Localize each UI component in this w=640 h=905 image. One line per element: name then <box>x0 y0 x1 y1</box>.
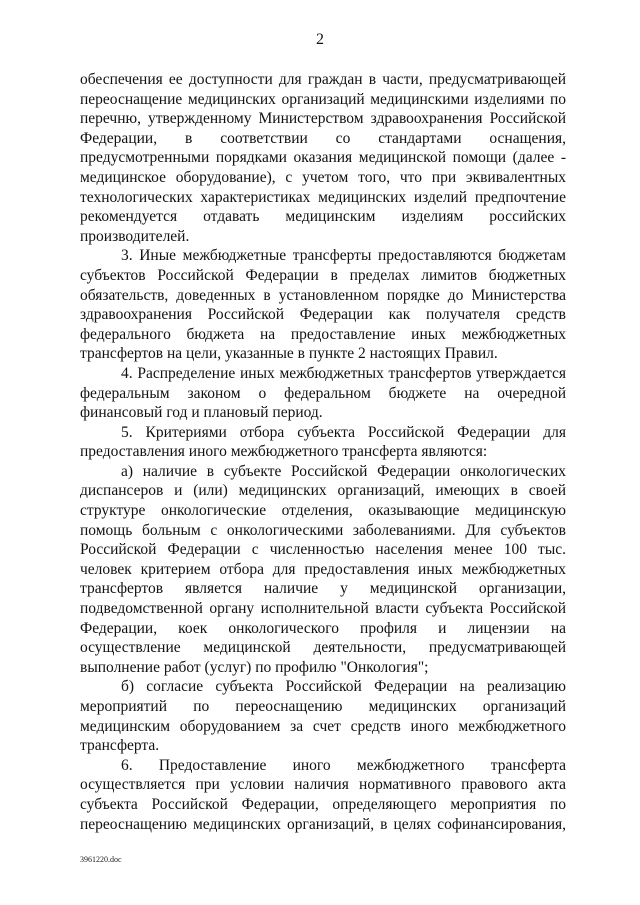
paragraph-clause-5: 5. Критериями отбора субъекта Российской Федерации для предоставления иного межбюджетного трансферта являются: <box>80 423 566 461</box>
document-body <box>80 70 566 834</box>
paragraph-clause-5a: а) наличие в субъекте Российской Федерации онкологических диспансеров и (или) медицинских организаций, имеющих в своей структуре онкологические отделения, оказывающие медицинскую помощь больным с онкологическими заболеваниями. Для субъектов Российской Федерации с численностью населения менее 100 тыс. человек критерием отбора для предоставления иных межбюджетных трансфертов является наличие у медицинской организации, подведомственной органу исполнительной власти субъекта Российской Федерации, коек онкологического профиля и лицензии на осуществление медицинской деятельности, предусматривающей выполнение работ (услуг) по профилю "Онкология"; <box>80 462 566 676</box>
page-number: 2 <box>316 31 324 48</box>
paragraph-clause-3: 3. Иные межбюджетные трансферты предоставляются бюджетам субъектов Российской Федерации в пределах лимитов бюджетных обязательств, доведенных в установленном порядке до Министерства здравоохранения Российской Федерации как получателя средств федерального бюджета на предоставление иных межбюджетных трансфертов на цели, указанные в пункте 2 настоящих Правил. <box>80 247 566 363</box>
paragraph-continuation: обеспечения ее доступности для граждан в части, предусматривающей переоснащение медицинских организаций медицинскими изделиями по перечню, утвержденному Министерством здравоохранения Российской Федерации, в соответствии со стандартами оснащения, предусмотренными порядками оказания медицинской помощи (далее - медицинское оборудование), с учетом того, что при эквивалентных технологических характеристиках медицинских изделий предпочтение рекомендуется отдавать медицинским изделиям российских производителей. <box>80 71 566 245</box>
paragraph-clause-6: 6. Предоставление иного межбюджетного трансферта осуществляется при условии наличия нормативного правового акта субъекта Российской Федерации, определяющего мероприятия по переоснащению медицинских организаций, в целях софинансирования, <box>80 756 566 833</box>
footer-filename: 3961220.doc <box>80 855 122 864</box>
paragraph-clause-4: 4. Распределение иных межбюджетных трансфертов утверждается федеральным законом о федеральном бюджете на очередной финансовый год и плановый период. <box>80 364 566 422</box>
paragraph-clause-5b: б) согласие субъекта Российской Федерации на реализацию мероприятий по переоснащению медицинских организаций медицинским оборудованием за счет средств иного межбюджетного трансферта. <box>80 678 566 755</box>
